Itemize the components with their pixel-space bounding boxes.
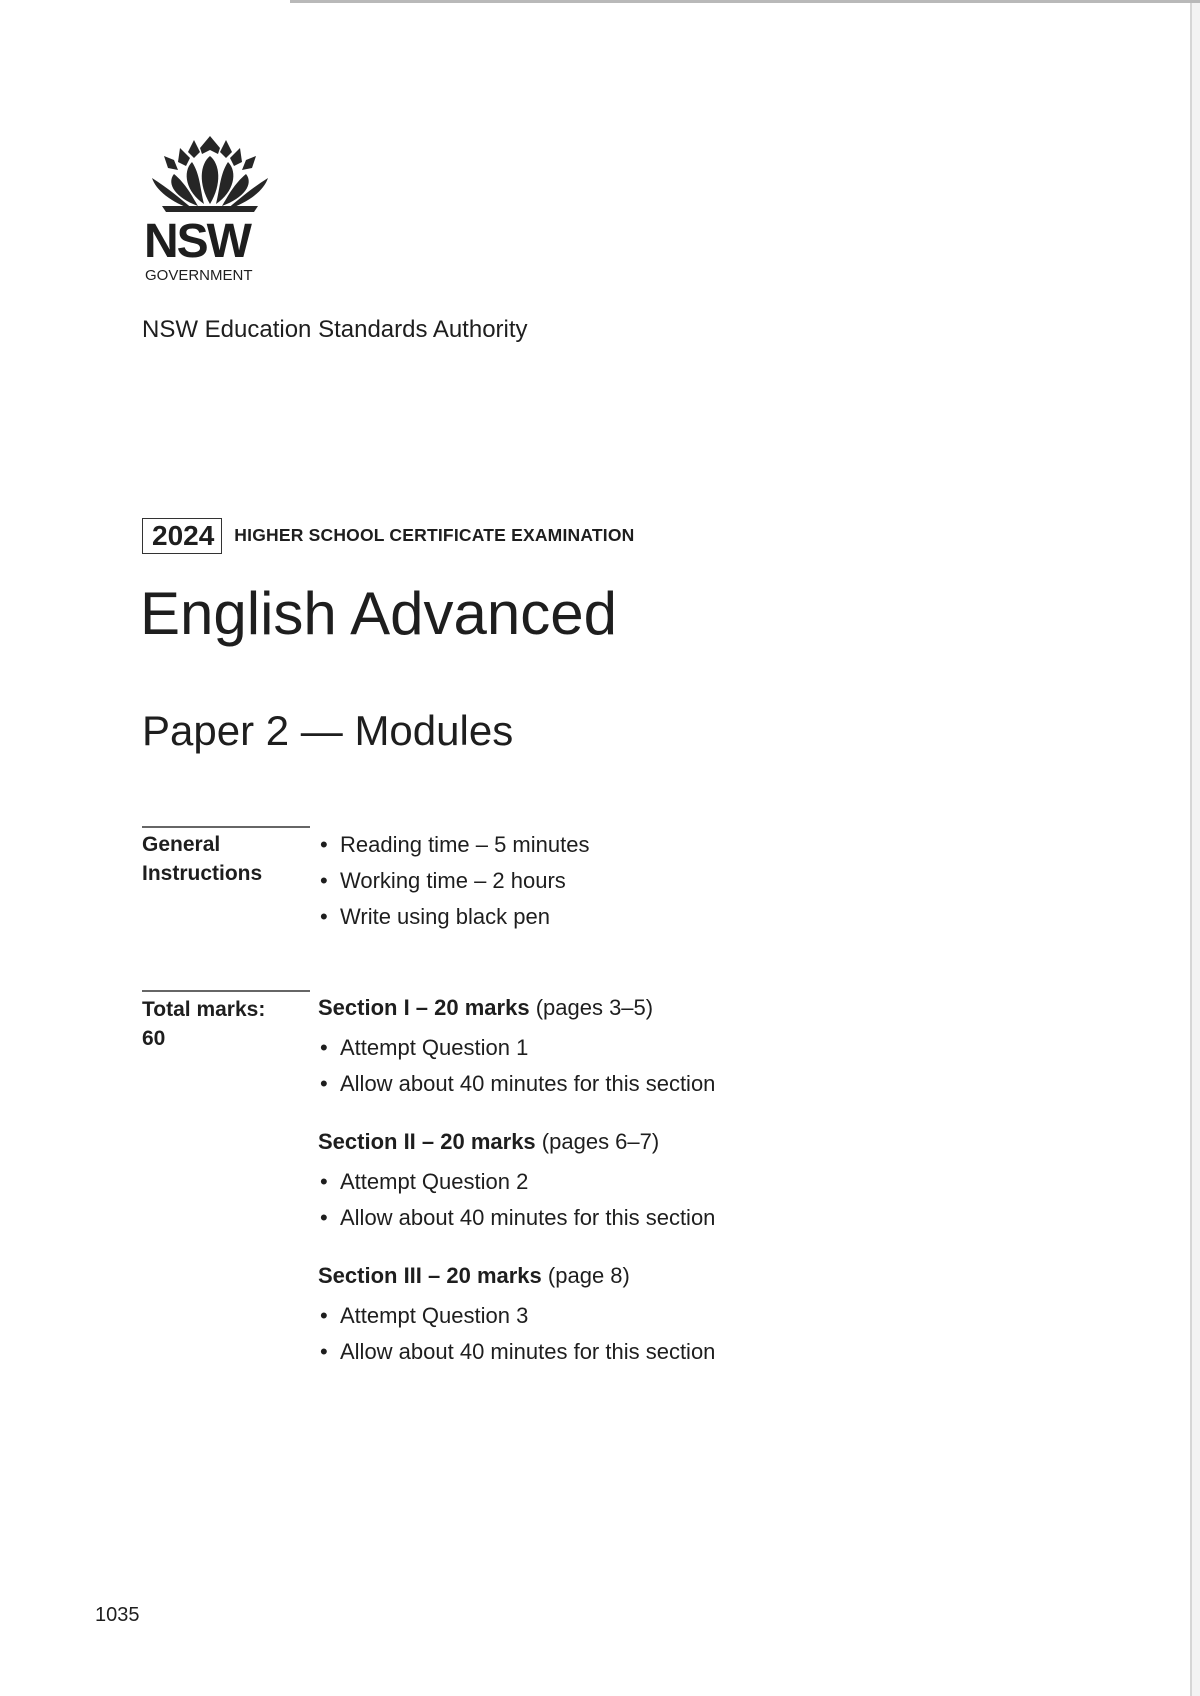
nsw-government-logo: [142, 132, 282, 283]
general-instructions-label-line2: Instructions: [142, 862, 263, 885]
section-pages: (page 8): [547, 1263, 630, 1288]
section-pages: (pages 3–5): [535, 995, 654, 1020]
general-instructions-list: [318, 830, 589, 938]
list-item: [318, 902, 589, 938]
section-block: [318, 1127, 715, 1261]
authority-name: NSW Education Standards Authority: [142, 316, 528, 343]
list-item-text: Attempt Question 1: [340, 1035, 529, 1060]
bullet: •: [320, 832, 328, 857]
list-item: [318, 1033, 715, 1069]
bullet: •: [320, 1205, 328, 1230]
bullet: •: [320, 868, 328, 893]
section-block: [318, 1261, 715, 1395]
list-item-text: Allow about 40 minutes for this section: [340, 1071, 716, 1096]
list-item: [318, 866, 589, 902]
page-title: English Advanced: [140, 580, 618, 647]
page-subtitle: Paper 2 — Modules: [142, 707, 514, 754]
section-heading: [318, 1127, 715, 1167]
logo-subtext: GOVERNMENT: [145, 267, 253, 284]
bullet: •: [320, 904, 328, 929]
total-marks-label: [142, 995, 265, 1053]
total-marks-label-text: Total marks:: [142, 998, 266, 1021]
bullet: •: [320, 1035, 328, 1060]
general-instructions-label: [142, 830, 262, 888]
list-item: [318, 1167, 715, 1203]
exam-heading: [142, 518, 634, 554]
divider: [142, 990, 310, 992]
list-item-text: Allow about 40 minutes for this section: [340, 1339, 716, 1364]
section-items: [318, 1033, 715, 1105]
list-item-text: Working time – 2 hours: [340, 868, 566, 893]
divider: [142, 826, 310, 828]
section-block: [318, 993, 715, 1127]
section-pages: (pages 6–7): [541, 1129, 660, 1154]
section-title: Section II – 20 marks: [318, 1129, 536, 1154]
bullet: •: [320, 1169, 328, 1194]
paper-code: 1035: [95, 1604, 140, 1626]
scan-top-edge: [290, 0, 1200, 3]
scan-edge: [1192, 0, 1200, 1696]
list-item-text: Attempt Question 2: [340, 1169, 529, 1194]
exam-year: 2024: [142, 518, 222, 554]
exam-name: HIGHER SCHOOL CERTIFICATE EXAMINATION: [234, 525, 635, 546]
list-item: [318, 1301, 715, 1337]
list-item-text: Write using black pen: [340, 904, 550, 929]
bullet: •: [320, 1071, 328, 1096]
general-instructions-label-line1: General: [142, 833, 221, 856]
list-item: [318, 1337, 715, 1373]
section-heading: [318, 1261, 715, 1301]
logo-wordmark: NSW: [144, 215, 250, 268]
section-items: [318, 1301, 715, 1373]
list-item-text: Reading time – 5 minutes: [340, 832, 590, 857]
bullet: •: [320, 1339, 328, 1364]
list-item: [318, 830, 589, 866]
section-items: [318, 1167, 715, 1239]
total-marks-value: 60: [142, 1027, 166, 1050]
waratah-icon: [142, 132, 278, 216]
list-item-text: Attempt Question 3: [340, 1303, 529, 1328]
sections-list: [318, 993, 715, 1395]
section-title: Section III – 20 marks: [318, 1263, 542, 1288]
list-item: [318, 1203, 715, 1239]
list-item: [318, 1069, 715, 1105]
section-heading: [318, 993, 715, 1033]
scan-edge-line: [1190, 0, 1192, 1696]
bullet: •: [320, 1303, 328, 1328]
list-item-text: Allow about 40 minutes for this section: [340, 1205, 716, 1230]
section-title: Section I – 20 marks: [318, 995, 530, 1020]
